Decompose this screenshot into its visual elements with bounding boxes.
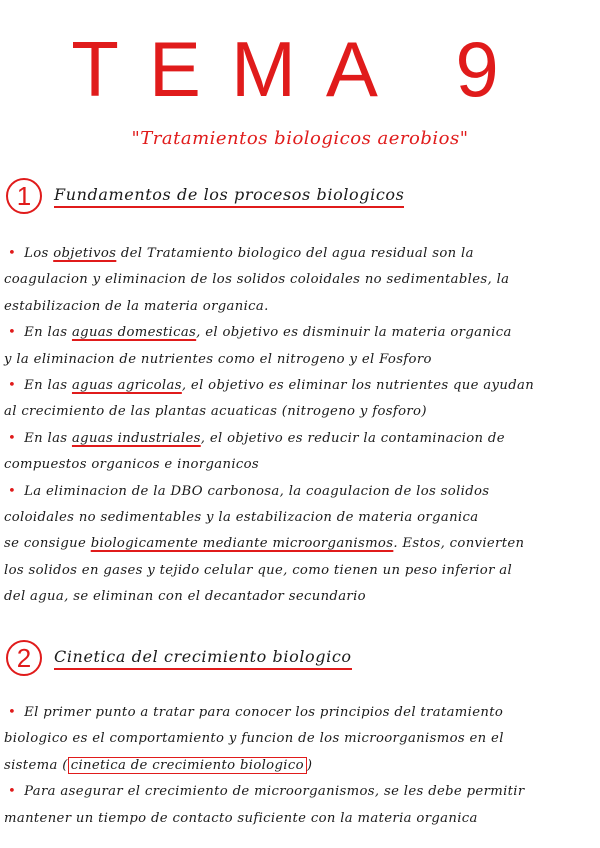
text-line: • En las aguas domesticas, el objetivo es disminuir la materia organica	[8, 325, 512, 341]
text-line: mantener un tiempo de contacto suficiente con la materia organica	[4, 810, 478, 826]
text-line: • En las aguas industriales, el objetivo es reducir la contaminacion de	[8, 430, 505, 446]
underlined-term: biologicamente mediante microorganismos	[90, 536, 394, 552]
text-line: compuestos organicos e inorganicos	[4, 457, 260, 473]
bullet-dot-icon: •	[8, 246, 17, 261]
text-line: sistema ( cinetica de crecimiento biologico )	[4, 757, 313, 773]
underlined-term: cinetica de crecimiento biologico	[68, 757, 307, 774]
section-2-body	[4, 700, 596, 832]
text-line: los solidos en gases y tejido celular que, como tienen un peso inferior al	[4, 562, 513, 578]
bullet-dot-icon: •	[8, 325, 17, 341]
section-number-badge: 2	[6, 640, 42, 676]
text-line: coagulacion y eliminacion de los solidos coloidales no sedimentables, la	[4, 272, 510, 288]
text-line: y la eliminacion de nutrientes como el nitrogeno y el Fosforo	[4, 351, 432, 367]
bullet-dot-icon: •	[8, 378, 17, 394]
text-line: • La eliminacion de la DBO carbonosa, la coagulacion de los solidos	[8, 483, 490, 499]
text-line: estabilizacion de la materia organica.	[4, 298, 269, 314]
section-1-body	[4, 241, 596, 611]
text-line: se consigue biologicamente mediante microorganismos. Estos, convierten	[4, 536, 525, 552]
underlined-term: aguas industriales	[71, 430, 201, 446]
section-2-header	[6, 640, 352, 676]
bullet-dot-icon: •	[8, 784, 17, 800]
text-line: • Los objetivos del Tratamiento biologico del agua residual son la	[8, 246, 474, 261]
text-line: biologico es el comportamiento y funcion de los microorganismos en el	[4, 731, 504, 747]
text-line: al crecimiento de las plantas acuaticas (nitrogeno y fosforo)	[4, 404, 427, 420]
text-line: del agua, se eliminan con el decantador secundario	[4, 589, 366, 605]
text-line: • El primer punto a tratar para conocer los principios del tratamiento	[8, 705, 504, 720]
text-line: • Para asegurar el crecimiento de microorganismos, se les debe permitir	[8, 784, 525, 800]
underlined-term: aguas domesticas	[71, 325, 197, 341]
bullet-dot-icon: •	[8, 430, 17, 446]
text-line: coloidales no sedimentables y la estabilizacion de materia organica	[4, 510, 479, 526]
section-1-header	[6, 178, 404, 214]
underlined-term: objetivos	[53, 246, 117, 261]
section-title: Fundamentos de los procesos biologicos	[54, 185, 404, 208]
bullet-dot-icon: •	[8, 705, 17, 720]
page-subtitle: "Tratamientos biologicos aerobios"	[131, 128, 469, 149]
text-line: • En las aguas agricolas, el objetivo es eliminar los nutrientes que ayudan	[8, 378, 535, 394]
bullet-dot-icon: •	[8, 483, 17, 499]
page-title: TEMA 9	[71, 25, 529, 113]
section-number-badge: 1	[6, 178, 42, 214]
underlined-term: aguas agricolas	[71, 378, 182, 394]
section-title: Cinetica del crecimiento biologico	[54, 647, 352, 670]
